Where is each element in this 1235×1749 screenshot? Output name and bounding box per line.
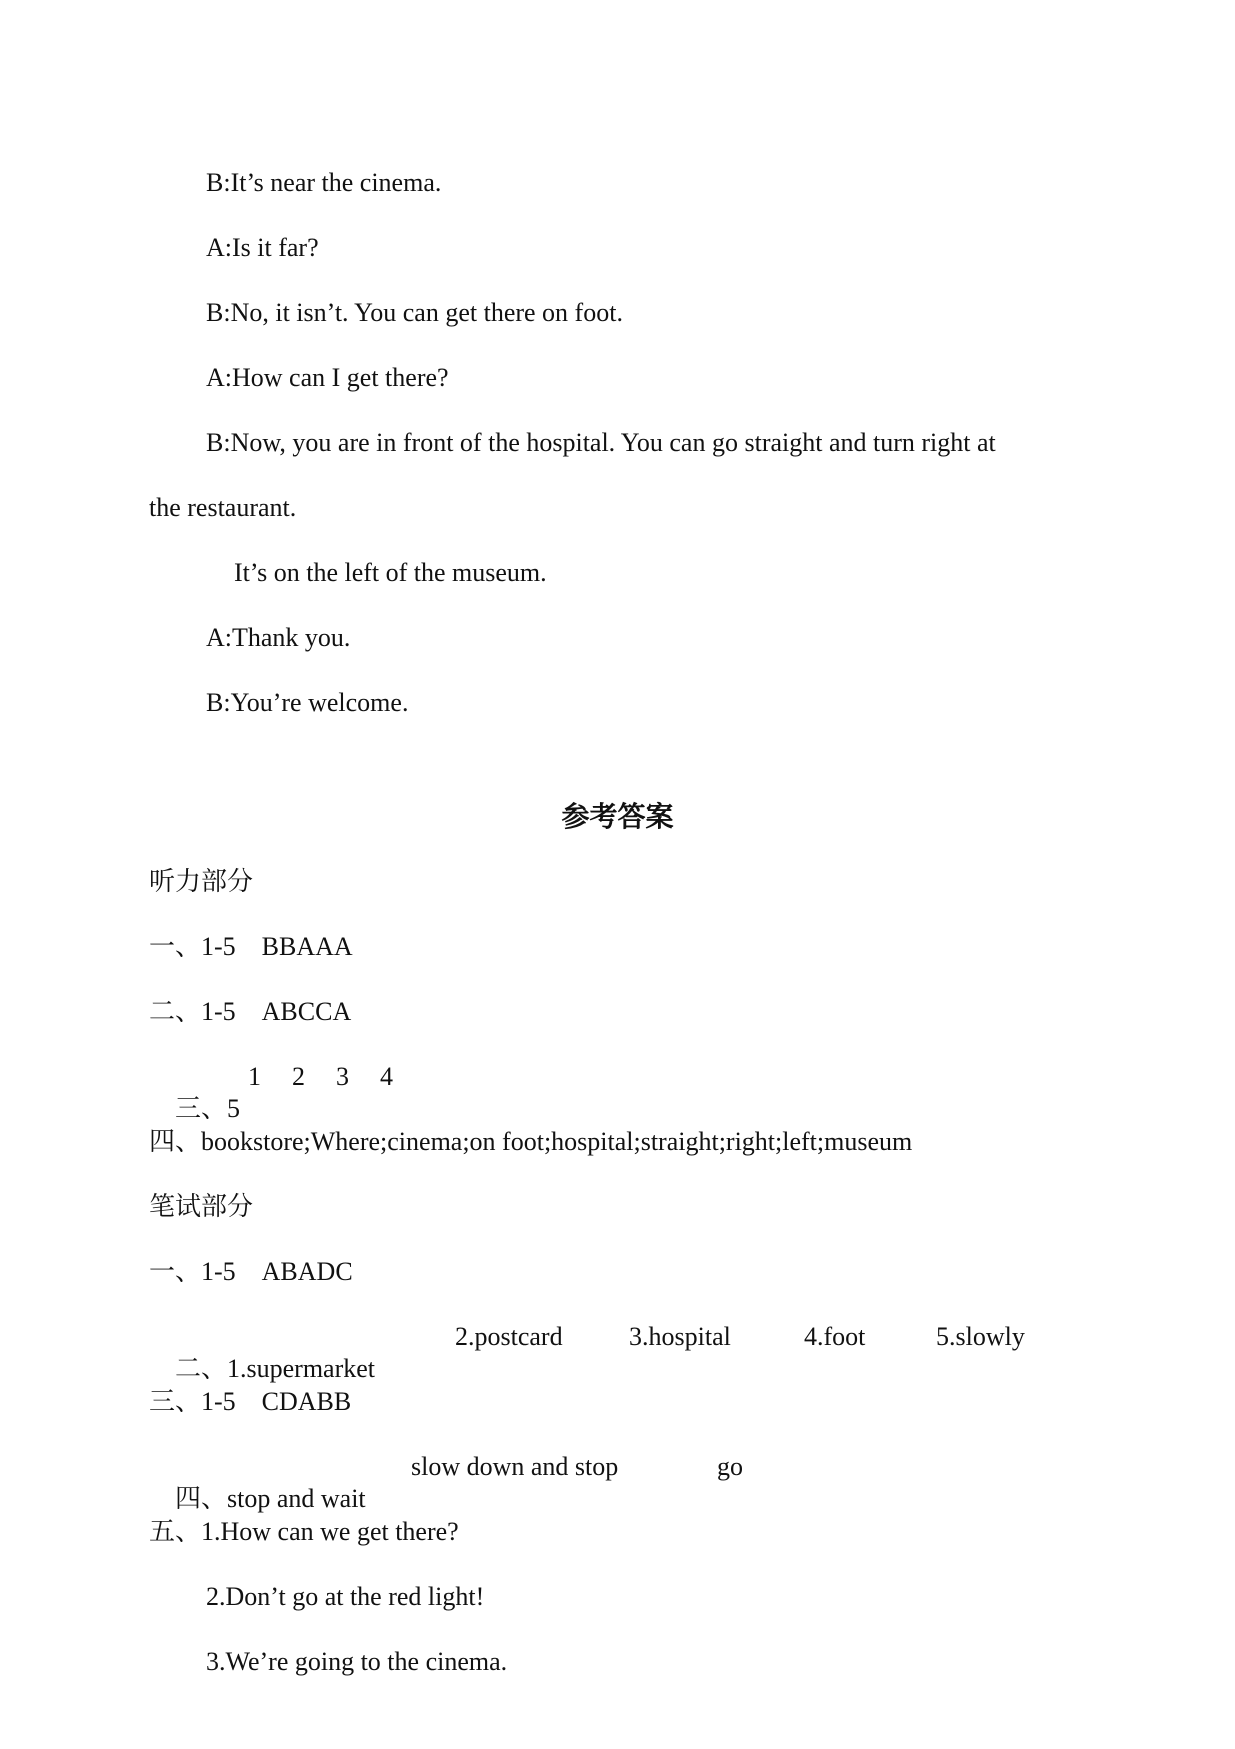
written-answer-3: 三、1-5 CDABB [149, 1387, 352, 1416]
written-answer-2-prefix: 二、1.supermarket [175, 1354, 376, 1383]
listening-heading: 听力部分 [149, 867, 254, 896]
written-answer-2-item: 4.foot [804, 1322, 866, 1351]
dialogue-line-2: A:Is it far? [206, 233, 319, 262]
written-answer-2-item: 3.hospital [629, 1322, 731, 1351]
listening-answer-3-item: 4 [380, 1062, 393, 1091]
answers-title: 参考答案 [561, 800, 674, 833]
written-answer-5-2: 2.Don’t go at the red light! [206, 1582, 485, 1611]
dialogue-line-7: It’s on the left of the museum. [234, 558, 547, 587]
written-answer-5-1: 五、1.How can we get there? [149, 1517, 459, 1546]
written-answer-2-item: 2.postcard [455, 1322, 563, 1351]
written-answer-4-item: go [717, 1452, 743, 1481]
dialogue-line-8: A:Thank you. [206, 623, 351, 652]
dialogue-line-4: A:How can I get there? [206, 363, 449, 392]
written-answer-2-item: 5.slowly [936, 1322, 1025, 1351]
written-answer-4-item: slow down and stop [411, 1452, 619, 1481]
listening-answer-3-item: 1 [248, 1062, 261, 1091]
listening-answer-4: 四、bookstore;Where;cinema;on foot;hospital;straight;right;left;museum [149, 1127, 913, 1156]
listening-answer-3-item: 3 [336, 1062, 349, 1091]
listening-answer-3-prefix: 三、5 [175, 1094, 241, 1123]
listening-answer-3 [149, 1061, 549, 1285]
dialogue-line-3: B:No, it isn’t. You can get there on foot. [206, 298, 623, 327]
written-heading: 笔试部分 [149, 1192, 254, 1221]
written-answer-5-3: 3.We’re going to the cinema. [206, 1647, 508, 1676]
listening-answer-2: 二、1-5 ABCCA [149, 997, 352, 1026]
dialogue-line-9: B:You’re welcome. [206, 688, 409, 717]
written-answer-4-prefix: 四、stop and wait [175, 1484, 366, 1513]
listening-answer-1: 一、1-5 BBAAA [149, 932, 353, 961]
dialogue-line-1: B:It’s near the cinema. [206, 168, 442, 197]
dialogue-line-5: B:Now, you are in front of the hospital. You can go straight and turn right at [206, 428, 996, 457]
listening-answer-3-item: 2 [292, 1062, 305, 1091]
dialogue-line-6: the restaurant. [149, 493, 297, 522]
written-answer-1: 一、1-5 ABADC [149, 1257, 353, 1286]
